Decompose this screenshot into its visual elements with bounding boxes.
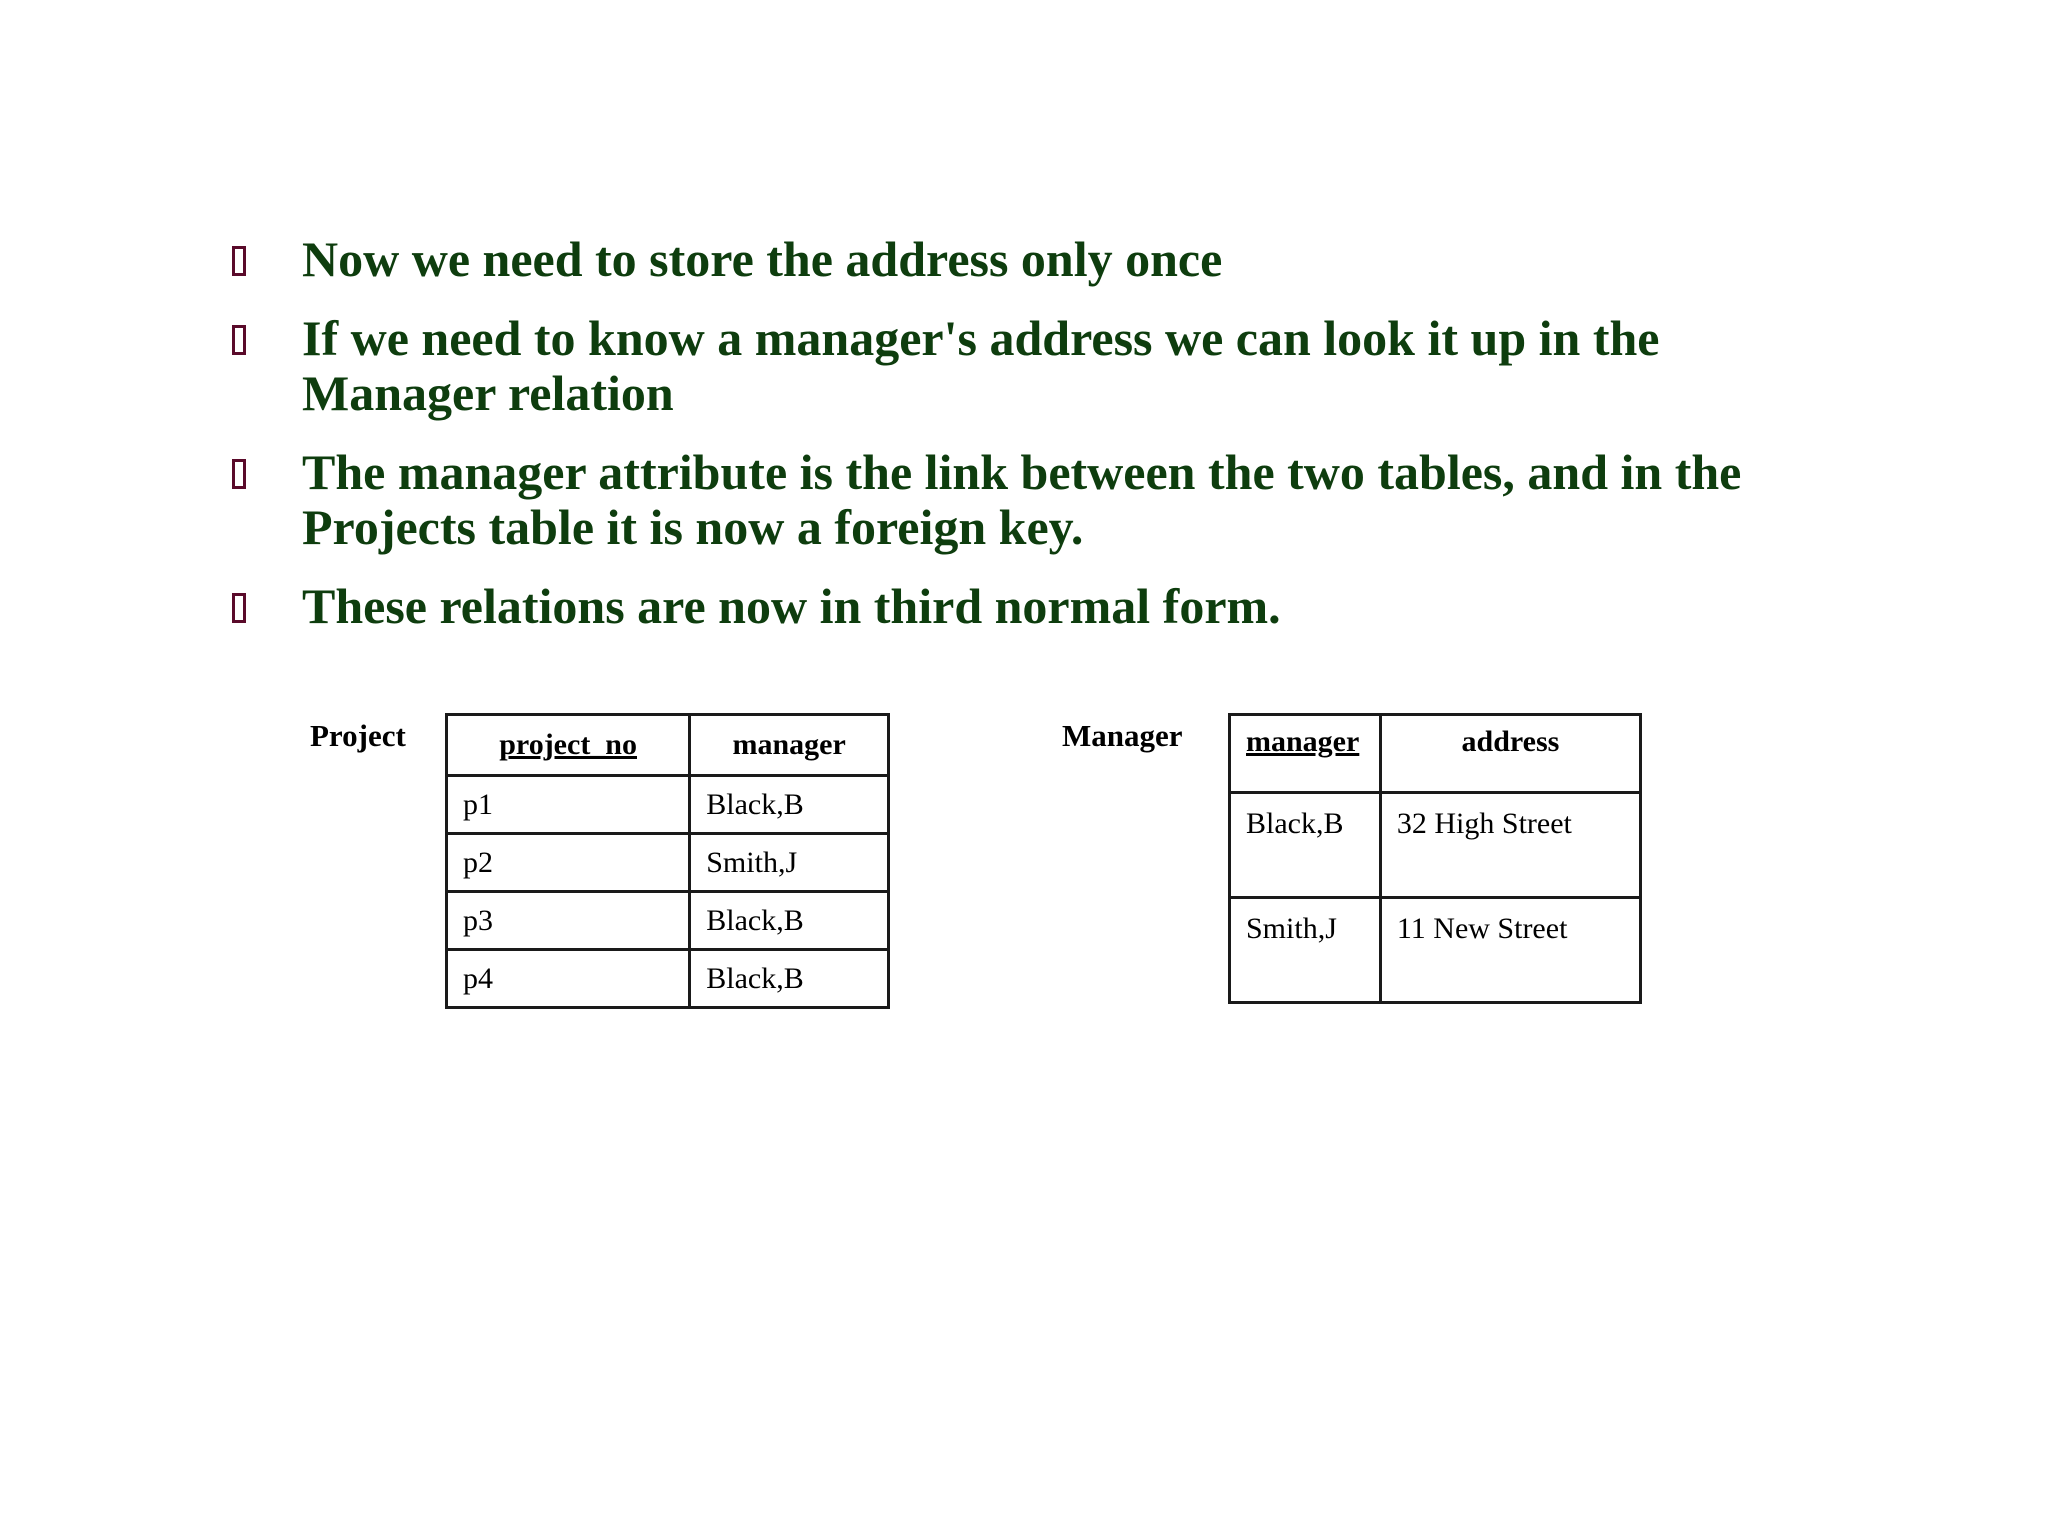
table-cell: Black,B — [690, 892, 889, 950]
table-cell: p3 — [447, 892, 690, 950]
bullet-item — [228, 579, 1828, 634]
bullet-text: These relations are now in third normal form. — [302, 578, 1281, 634]
table-cell: Smith,J — [690, 834, 889, 892]
column-header-manager: manager — [690, 715, 889, 776]
bullet-square-icon — [232, 246, 246, 276]
table-cell: p4 — [447, 950, 690, 1008]
table-cell: p1 — [447, 776, 690, 834]
table-row — [447, 892, 889, 950]
bullet-item — [228, 311, 1828, 421]
manager-table-label: Manager — [1062, 718, 1183, 753]
column-header-manager: manager — [1230, 715, 1381, 793]
bullet-square-icon — [232, 593, 246, 623]
table-row — [447, 834, 889, 892]
table-cell: Smith,J — [1230, 898, 1381, 1003]
table-cell: Black,B — [1230, 793, 1381, 898]
table-header-row — [447, 715, 889, 776]
project-table-label: Project — [310, 718, 406, 753]
table-cell: Black,B — [690, 950, 889, 1008]
bullet-text: If we need to know a manager's address we can look it up in the Manager relation — [302, 310, 1660, 421]
table-row — [447, 950, 889, 1008]
bullet-square-icon — [232, 325, 246, 355]
table-cell: p2 — [447, 834, 690, 892]
table-row — [447, 776, 889, 834]
bullet-list — [228, 232, 1828, 658]
table-cell: 11 New Street — [1380, 898, 1640, 1003]
bullet-text: Now we need to store the address only once — [302, 231, 1223, 287]
bullet-item — [228, 232, 1828, 287]
table-header-row — [1230, 715, 1641, 793]
manager-table — [1228, 713, 1642, 1004]
table-cell: Black,B — [690, 776, 889, 834]
column-header-project-no: project_no — [447, 715, 690, 776]
table-row — [1230, 898, 1641, 1003]
bullet-square-icon — [232, 459, 246, 489]
table-cell: 32 High Street — [1380, 793, 1640, 898]
project-table — [445, 713, 890, 1009]
column-header-address: address — [1380, 715, 1640, 793]
bullet-text: The manager attribute is the link between the two tables, and in the Projects table it is now a foreign key. — [302, 444, 1742, 555]
bullet-item — [228, 445, 1828, 555]
table-row — [1230, 793, 1641, 898]
